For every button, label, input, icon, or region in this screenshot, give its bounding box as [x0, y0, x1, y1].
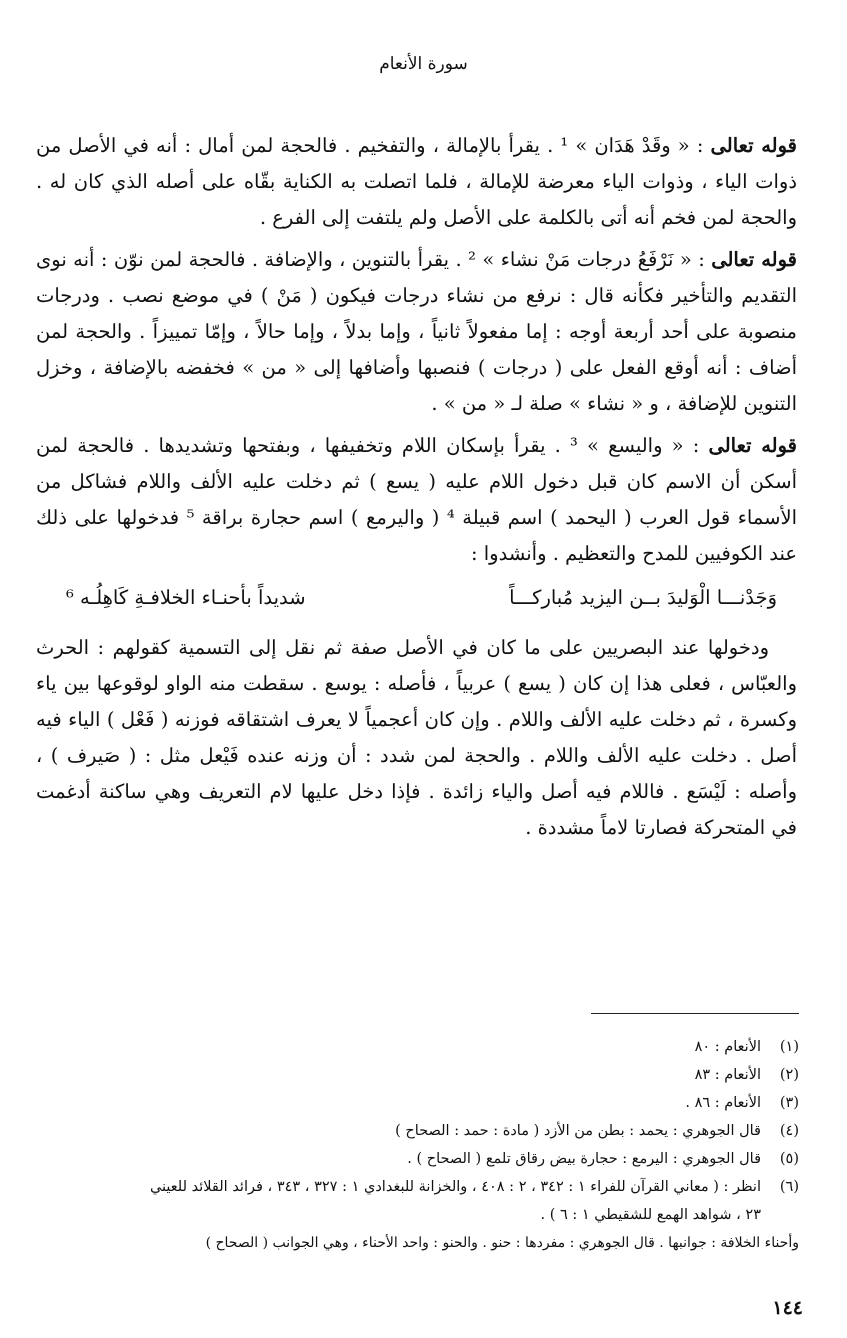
running-header: سورة الأنعام [379, 54, 468, 74]
footnote-text: الأنعام : ٨٠ [694, 1039, 761, 1055]
footnote [36, 1173, 799, 1201]
footnote [36, 1117, 799, 1145]
footnote-number: (٤) [779, 1123, 799, 1139]
paragraph-2 [36, 242, 797, 422]
footnote-divider [591, 1013, 799, 1014]
page-number: ١٤٤ [772, 1297, 803, 1319]
footnote-number: (٦) [779, 1179, 799, 1195]
footnote-number: (١) [779, 1039, 799, 1055]
footnote-text: الأنعام : ٨٦ . [685, 1095, 761, 1111]
footnote-text: انظر : ( معاني القرآن للفراء ١ : ٣٤٢ ، ٢ : ٤٠٨ ، والخزانة للبغدادي ١ : ٣٢٧ ، ٣٤٣ ، فرائد القلائد للعيني [149, 1179, 761, 1195]
footnote [36, 1061, 799, 1089]
poem-verse [36, 578, 797, 630]
paragraph-3 [36, 428, 797, 572]
footnote-number: (٥) [779, 1151, 799, 1167]
paragraph-text: : « وقَدْ هَدَان » ¹ . يقرأ بالإمالة ، والتفخيم . فالحجة لمن أمال : أنه في الأصل من ذوات الياء ، وذوات الياء معرضة للإمالة ، فلما اتصلت به الكناية بقّاه على أصله الذي كان له . والحجة لمن فخم أنه أتى بالكلمة على الأصل ولم يلتفت إلى الفرع . [36, 134, 797, 229]
paragraph-lead: قوله تعالى [711, 248, 797, 271]
footnote-continuation: ٢٣ ، شواهد الهمع للشقيطي ١ : ٦ ) . [540, 1207, 761, 1223]
footnote [36, 1089, 799, 1117]
footnote-text: الأنعام : ٨٣ [694, 1067, 761, 1083]
paragraph-lead: قوله تعالى [710, 134, 797, 157]
footnotes [36, 1033, 799, 1257]
poem-second-hemistich: شديداً بأحنـاء الخلافـةِ كَاهِلُـه ⁶ [66, 586, 306, 609]
poem-first-hemistich: وَجَدْنـــا الْوَليدَ بــن اليزيد مُباركـــاً [509, 586, 777, 609]
paragraph-text: : « نَرْفَعُ درجات مَنْ نشاء » ² . يقرأ بالتنوين ، والإضافة . فالحجة لمن نوّن : أنه نوى التقديم والتأخير فكأنه قال : نرفع من نشاء درجات فيكون ( مَنْ ) في موضع نصب . ودرجات منصوبة على أحد أربعة أوجه : إما مفعولاً ثانياً ، وإما بدلاً ، وإما حالاً ، وإمّا تمييزاً . والحجة لمن أضاف : أنه أوقع الفعل على ( درجات ) فنصبها وأضافها إلى « من » فخفضه بالإضافة ، وخزل التنوين للإضافة ، و « نشاء » صلة لـ « من » . [36, 248, 797, 415]
footnote-number: (٢) [779, 1067, 799, 1083]
closing-paragraph: ودخولها عند البصريين على ما كان في الأصل صفة ثم نقل إلى التسمية كقولهم : الحرث والعبّاس ، فعلى هذا إن كان ( يسع ) عربياً ، فأصله : يوسع . سقطت منه الواو لوقوعها بين ياء وكسرة ، ثم دخلت عليه الألف واللام . وإن كان أعجمياً لا يعرف اشتقاقه فوزنه ( فَعْل ) الياء فيه أصل . دخلت عليه الألف واللام . والحجة لمن شدد : أن وزنه عنده فَيْعل مثل : ( صَيرف ) ، وأصله : لَيْسَع . فاللام فيه أصل والياء زائدة . فإذا دخل عليها لام التعريف وهي ساكنة أدغمت في المتحركة فصارتا لاماً مشددة . [36, 636, 797, 839]
footnote [36, 1145, 799, 1173]
footnote-text: قال الجوهري : يحمد : بطن من الأزد ( مادة : حمد : الصحاح ) [395, 1123, 761, 1139]
main-text [36, 128, 797, 852]
footnote [36, 1033, 799, 1061]
paragraph-text: : « واليسع » ³ . يقرأ بإسكان اللام وتخفيفها ، وبفتحها وتشديدها . فالحجة لمن أسكن أن الاسم كان قبل دخول اللام عليه ( يسع ) ثم دخلت عليه الألف واللام فشاكل من الأسماء قول العرب ( اليحمد ) اسم قبيلة ⁴ ( واليرمع ) اسم حجارة براقة ⁵ فدخولها على ذلك عند الكوفيين للمدح والتعظيم . وأنشدوا : [36, 434, 797, 565]
footnote-extra-note: وأحناء الخلافة : جوانبها . قال الجوهري : مفردها : حنو . والحنو : واحد الأحناء ، وهي الجوانب ( الصحاح ) [205, 1235, 799, 1251]
footnote-number: (٣) [779, 1095, 799, 1111]
paragraph-1 [36, 128, 797, 236]
footnote-text: قال الجوهري : اليرمع : حجارة بيض رقاق تلمع ( الصحاح ) . [407, 1151, 761, 1167]
paragraph-lead: قوله تعالى [708, 434, 797, 457]
